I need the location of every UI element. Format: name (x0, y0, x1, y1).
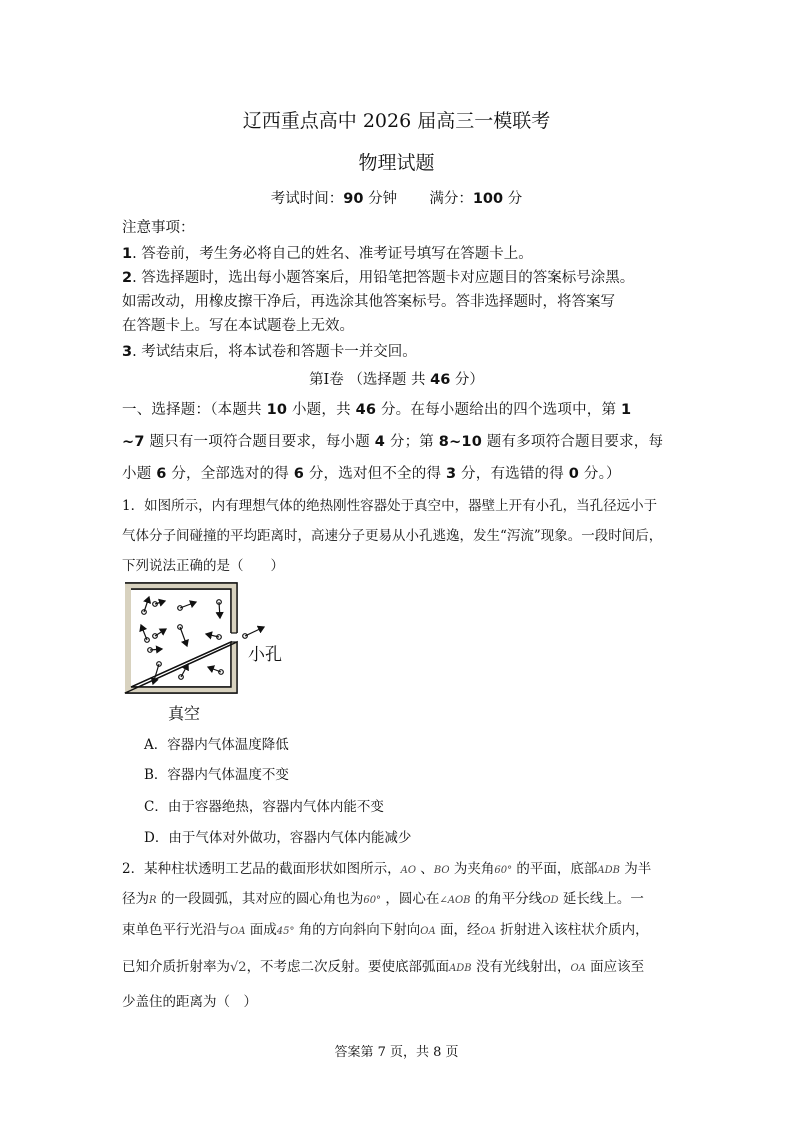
section-intro-line-3: 小题 6 分，全部选对的得 6 分，选对但不全的得 3 分，有选错的得 0 分。） (122, 466, 621, 482)
section-heading: 第Ⅰ卷 （选择题 共 46 分） (309, 372, 484, 388)
score-value: 100 (472, 191, 504, 207)
note-number: 1 (122, 246, 133, 262)
score-label: 满分： (429, 191, 473, 207)
score-unit: 分 (507, 191, 523, 207)
note-number: 2 (122, 270, 133, 286)
q1-option-a[interactable]: A．容器内气体温度降低 (144, 737, 289, 753)
figure-caption: 真空 (168, 704, 201, 723)
gas-molecules (141, 597, 223, 684)
exam-title: 辽西重点高中 2026 届高三一模联考 (242, 110, 551, 132)
note-item-2-line3: 在答题卡上。写在本试题卷上无效。 (122, 318, 354, 334)
notes-heading: 注意事项： (122, 220, 195, 236)
note-text: . 答选择题时，选出每小题答案后，用铅笔把答题卡对应题目的答案标号涂黑。 (132, 270, 635, 286)
time-label: 考试时间： (270, 191, 344, 207)
q1-stem-line-3: 下列说法正确的是（ ） (122, 558, 284, 574)
q1-stem-line-2: 气体分子间碰撞的平均距离时，高速分子更易从小孔逃逸，发生“泻流”现象。一段时间后， (122, 528, 663, 544)
note-item-2 (122, 266, 634, 287)
note-item-1 (122, 242, 533, 263)
exam-subject: 物理试题 (358, 152, 435, 174)
q2-stem-line-1: 2．某种柱状透明工艺品的截面形状如图所示，AO 、BO 为夹角60° 的平面，底部ADB 为半 (122, 861, 652, 877)
note-text: . 答卷前，考生务必将自己的姓名、准考证号填写在答题卡上。 (132, 246, 533, 262)
q2-stem-line-3: 束单色平行光沿与OA 面成45° 角的方向斜向下射向OA 面，经OA 折射进入该柱状介质内， (122, 922, 649, 938)
section-intro-line-2: ~7 题只有一项符合题目要求，每小题 4 分；第 8~10 题有多项符合题目要求，每 (122, 434, 664, 450)
section-intro-line-1: 一、选择题：（本题共 10 小题，共 46 分。在每小题给出的四个选项中，第 1 (122, 402, 632, 418)
q1-option-b[interactable]: B．容器内气体温度不变 (144, 767, 289, 783)
note-item-3 (122, 340, 417, 361)
q1-option-c[interactable]: C．由于容器绝热，容器内气体内能不变 (144, 799, 384, 815)
q1-stem-line-1: 1．如图所示，内有理想气体的绝热刚性容器处于真空中，器壁上开有小孔，当孔径远小于 (122, 498, 658, 514)
exam-time-score (0, 187, 793, 208)
note-item-2-line2: 如需改动，用橡皮擦干净后，再选涂其他答案标号。答非选择题时，将答案写 (122, 294, 615, 310)
note-text: . 考试结束后，将本试卷和答题卡一并交回。 (132, 344, 417, 360)
q1-option-d[interactable]: D．由于气体对外做功，容器内气体内能减少 (144, 830, 412, 846)
time-unit: 分钟 (368, 191, 398, 207)
time-value: 90 (343, 191, 364, 207)
q2-stem-line-5: 少盖住的距离为（ ） (122, 994, 257, 1010)
note-number: 3 (122, 344, 133, 360)
page-footer: 答案第 7 页，共 8 页 (334, 1045, 459, 1060)
hole-label: 小孔 (248, 645, 282, 665)
q2-stem-line-4: 已知介质折射率为√2，不考虑二次反射。要使底部弧面ADB 没有光线射出，OA 面应该至 (122, 959, 645, 975)
container-figure (122, 580, 247, 698)
q2-stem-line-2: 径为R 的一段圆弧，其对应的圆心角也为60° ，圆心在∠AOB 的角平分线OD 延长线上。一 (122, 891, 644, 907)
